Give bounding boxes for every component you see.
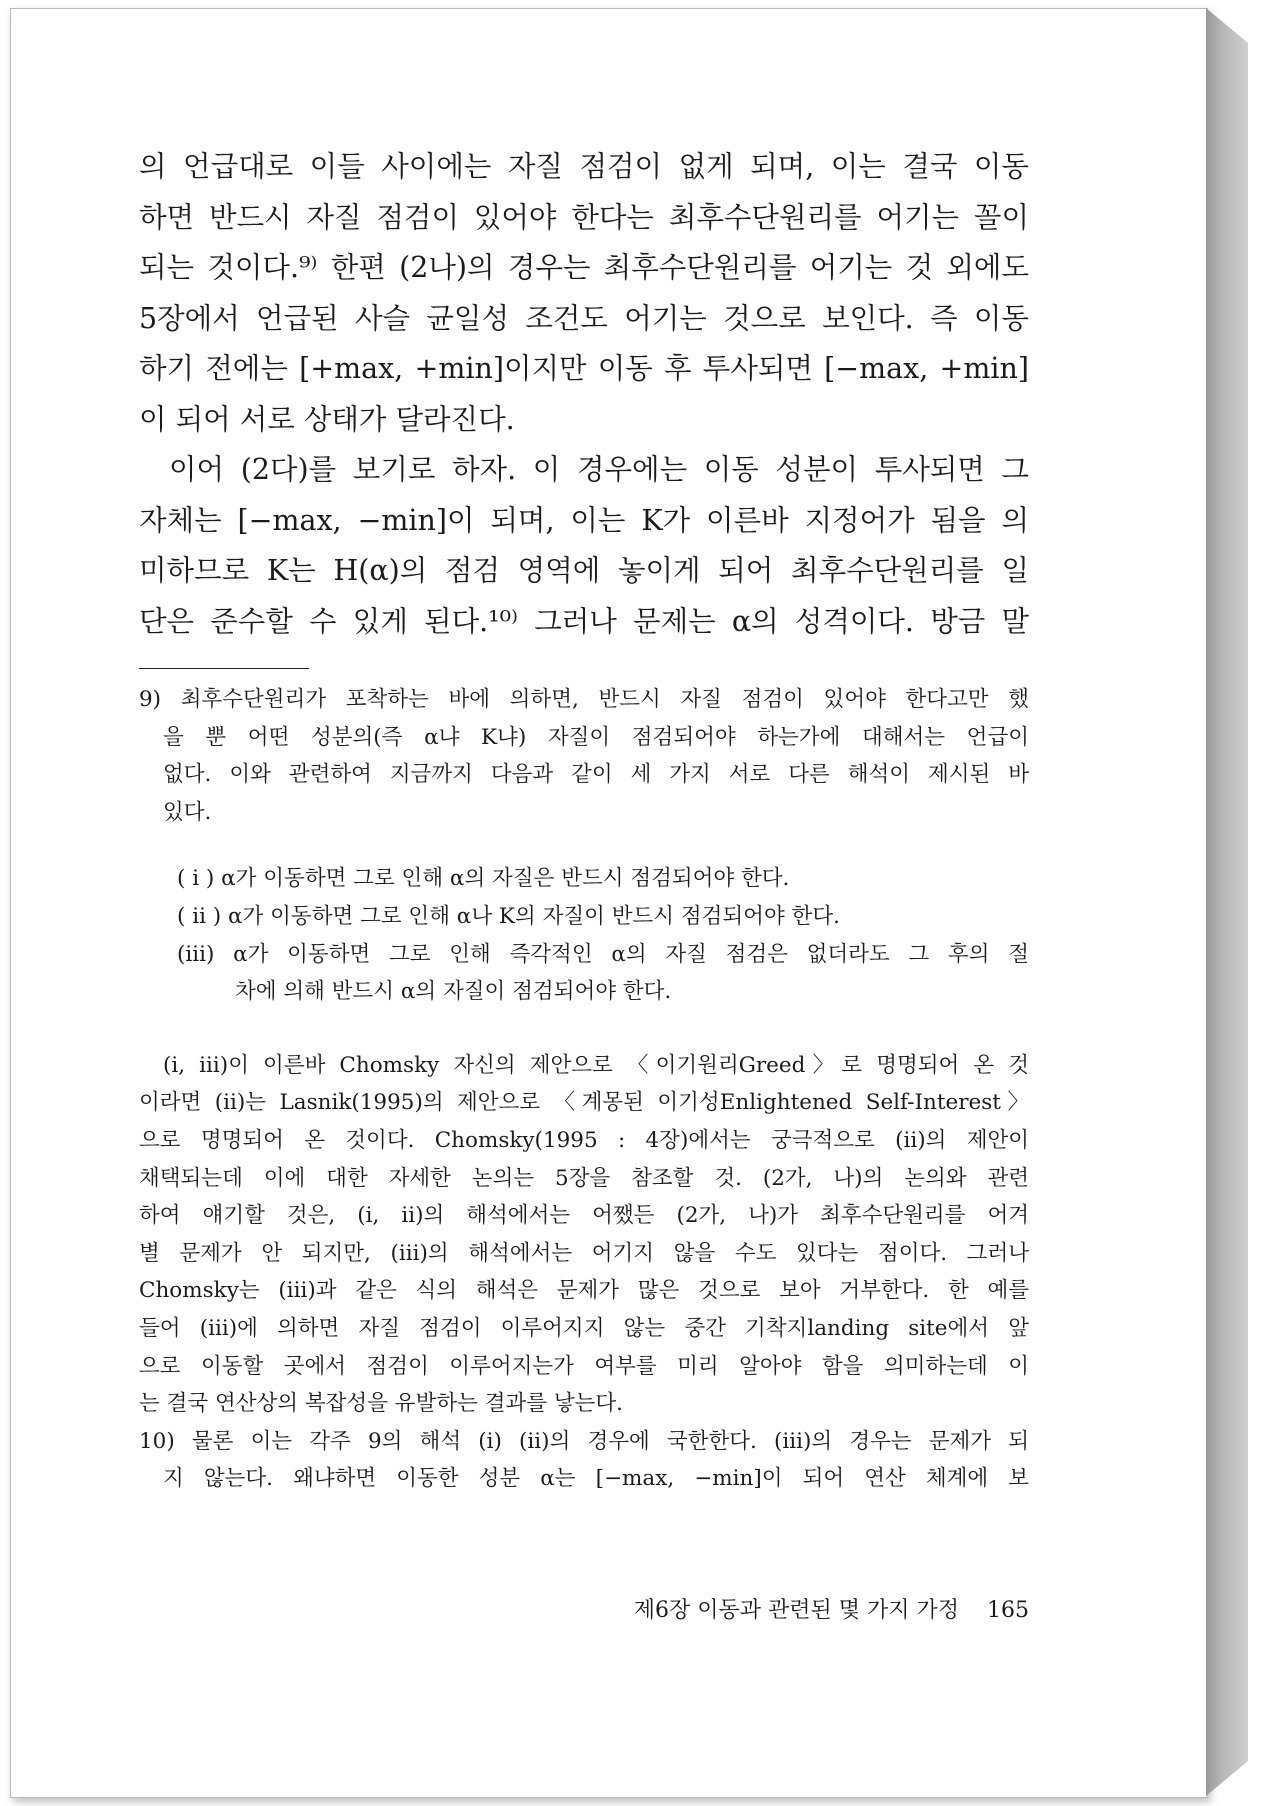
body-line: 이어 (2다)를 보기로 하자. 이 경우에는 이동 성분이 투사되면 그 [169,453,1029,486]
footnote-9-line: 있다. [163,799,212,825]
body-line: 미하므로 K는 H(α)의 점검 영역에 놓이게 되어 최후수단원리를 일 [139,554,1029,587]
footnote-9-paragraph-line: 으로 명명되어 온 것이다. Chomsky(1995 : 4장)에서는 궁극적으로 (ii)의 제안이 [139,1127,1029,1153]
footnote-separator [139,668,309,669]
footnote-9-line: 없다. 이와 관련하여 지금까지 다음과 같이 세 가지 서로 다른 해석이 제시된 바 [163,762,1029,788]
page-number: 165 [987,1598,1029,1623]
page-stack-edge [1206,8,1248,1796]
running-head: 제6장 이동과 관련된 몇 가지 가정 [633,1598,959,1623]
footnote-9-line: 을 뿐 어떤 성분의(즉 α냐 K냐) 자질이 점검되어야 하는가에 대해서는 언급이 [163,724,1029,750]
page-footer [634,1593,1029,1624]
footnote-9-paragraph-line: 별 문제가 안 되지만, (iii)의 해석에서는 어기지 않을 수도 있다는 점이다. 그러나 [139,1240,1029,1266]
footnote-9-paragraph-line: 으로 이동할 곳에서 점검이 이루어지는가 여부를 미리 알아야 함을 의미하는데 이 [139,1353,1029,1379]
footnote-9-paragraph-line: 는 결국 연산상의 복잡성을 유발하는 결과를 낳는다. [139,1391,623,1417]
footnote-9-paragraph-line: 하여 얘기할 것은, (i, ii)의 해석에서는 어쨌든 (2가, 나)가 최후수단원리를 어겨 [139,1203,1029,1229]
footnote-10-line: 지 않는다. 왜냐하면 이동한 성분 α는 [−max, −min]이 되어 연산 체계에 보 [163,1466,1029,1492]
footnotes [139,681,1029,1498]
body-line: 5장에서 언급된 사슬 균일성 조건도 어기는 것으로 보인다. 즉 이동 [139,301,1029,335]
body-line: 하면 반드시 자질 점검이 있어야 한다는 최후수단원리를 어기는 꼴이 [139,200,1029,234]
interpretation-item: ( i ) α가 이동하면 그로 인해 α의 자질은 반드시 점검되어야 한다. [177,866,790,892]
interpretation-item: (iii) α가 이동하면 그로 인해 즉각적인 α의 자질 점검은 없더라도 그 후의 절 [177,941,1029,967]
body-line: 되는 것이다.⁹⁾ 한편 (2나)의 경우는 최후수단원리를 어기는 것 외에도 [139,251,1029,284]
footnote-9-line: 9) 최후수단원리가 포착하는 바에 의하면, 반드시 자질 점검이 있어야 한다고만 했 [139,687,1029,712]
body-line: 자체는 [−max, −min]이 되며, 이는 K가 이른바 지정어가 됨을 의 [139,503,1029,537]
footnote-10-line: 10) 물론 이는 각주 9의 해석 (i) (ii)의 경우에 국한한다. (iii)의 경우는 문제가 되 [139,1428,1029,1454]
body-line: 의 언급대로 이들 사이에는 자질 점검이 없게 되며, 이는 결국 이동 [139,150,1029,183]
body-line: 하기 전에는 [+max, +min]이지만 이동 후 투사되면 [−max, +min] [139,352,1029,385]
footnote-9-paragraph-line: (i, iii)이 이른바 Chomsky 자신의 제안으로 〈이기원리Greed〉로 명명되어 온 것 [163,1052,1029,1078]
footnote-9-paragraph-line: Chomsky는 (iii)과 같은 식의 해석은 문제가 많은 것으로 보아 거부한다. 한 예를 [139,1278,1029,1304]
body-text [139,142,1029,647]
footnote-9-paragraph-line: 이라면 (ii)는 Lasnik(1995)의 제안으로 〈계몽된 이기성Enlightened Self-Interest〉 [139,1090,1029,1116]
footnote-9-paragraph-line: 들어 (iii)에 의하면 자질 점검이 이루어지지 않는 중간 기착지landing site에서 앞 [139,1315,1029,1341]
body-line: 이 되어 서로 상태가 달라진다. [139,402,515,436]
footnote-9-paragraph-line: 채택되는데 이에 대한 자세한 논의는 5장을 참조할 것. (2가, 나)의 논의와 관련 [139,1165,1029,1191]
body-line: 단은 준수할 수 있게 된다.¹⁰⁾ 그러나 문제는 α의 성격이다. 방금 말 [139,604,1029,638]
interpretation-item: ( ii ) α가 이동하면 그로 인해 α나 K의 자질이 반드시 점검되어야 한다. [177,903,840,929]
interpretation-item-continued: 차에 의해 반드시 α의 자질이 점검되어야 한다. [235,979,672,1005]
